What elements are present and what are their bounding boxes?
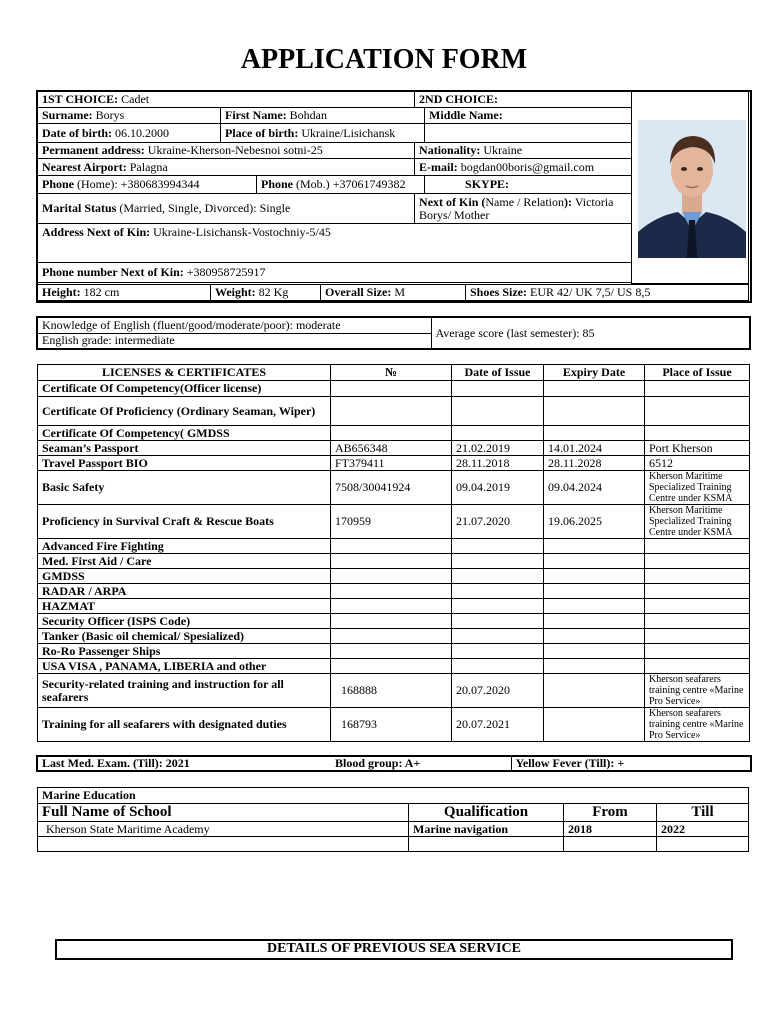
certificate-number: FT379411 <box>331 456 452 471</box>
certificate-row <box>38 471 750 505</box>
certificate-expiry-date <box>544 426 645 441</box>
certificate-issue-date <box>452 554 544 569</box>
certificate-number: 168793 <box>331 708 452 742</box>
certificate-row <box>38 441 750 456</box>
personal-info-table <box>37 91 632 283</box>
certificate-row <box>38 505 750 539</box>
certificate-row <box>38 554 750 569</box>
certificate-expiry-date <box>544 569 645 584</box>
certificate-row <box>38 569 750 584</box>
header-expiry-date: Expiry Date <box>544 365 645 381</box>
certificate-issue-date <box>452 659 544 674</box>
qualification <box>409 837 564 852</box>
certificate-issue-date <box>452 569 544 584</box>
certificate-place <box>645 381 750 397</box>
pob-cell: Place of birth: Ukraine/Lisichansk <box>221 124 425 143</box>
certificate-name: RADAR / ARPA <box>38 584 331 599</box>
certificate-name: Med. First Aid / Care <box>38 554 331 569</box>
certificate-expiry-date: 09.04.2024 <box>544 471 645 505</box>
certificate-name: Basic Safety <box>38 471 331 505</box>
certificate-place <box>645 584 750 599</box>
certificate-row <box>38 584 750 599</box>
certificate-number <box>331 569 452 584</box>
till-year: 2022 <box>657 822 749 837</box>
address-cell: Permanent address: Ukraine-Kherson-Nebesnoi sotni-25 <box>38 143 415 159</box>
english-knowledge: Knowledge of English (fluent/good/moderate/poor): moderate <box>37 317 431 333</box>
certificate-issue-date: 21.02.2019 <box>452 441 544 456</box>
certificate-issue-date <box>452 426 544 441</box>
certificate-number <box>331 659 452 674</box>
certificate-place <box>645 397 750 426</box>
kin-phone-cell: Phone number Next of Kin: +380958725917 <box>38 263 632 283</box>
med-exam-cell: Last Med. Exam. (Till): 2021 <box>37 756 331 771</box>
certificate-row <box>38 644 750 659</box>
kin-address-cell: Address Next of Kin: Ukraine-Lisichansk-Vostochniy-5/45 <box>38 224 632 263</box>
certificate-expiry-date <box>544 614 645 629</box>
education-header-row <box>38 804 749 822</box>
certificate-place <box>645 569 750 584</box>
certificate-number <box>331 599 452 614</box>
certificates-header-row <box>38 365 750 381</box>
certificate-number <box>331 397 452 426</box>
certificate-number <box>331 539 452 554</box>
middle-name-cell: Middle Name: <box>425 108 632 124</box>
certificate-place: Kherson seafarers training centre «Marine Pro Service» <box>645 708 750 742</box>
shoes-size-cell: Shoes Size: EUR 42/ UK 7,5/ US 8,5 <box>466 285 749 301</box>
phone-mob-cell: Phone (Mob.) +37061749382 <box>257 176 425 194</box>
certificate-number: 7508/30041924 <box>331 471 452 505</box>
certificate-expiry-date <box>544 397 645 426</box>
education-section-title: Marine Education <box>38 788 749 804</box>
certificate-issue-date <box>452 629 544 644</box>
certificate-name: Certificate Of Competency( GMDSS <box>38 426 331 441</box>
first-choice-cell: 1ST CHOICE: Cadet <box>38 92 415 108</box>
certificate-row <box>38 539 750 554</box>
certificate-name: GMDSS <box>38 569 331 584</box>
certificates-table <box>37 364 750 742</box>
certificate-place <box>645 539 750 554</box>
certificate-number <box>331 644 452 659</box>
certificate-number: 168888 <box>331 674 452 708</box>
certificate-expiry-date: 19.06.2025 <box>544 505 645 539</box>
certificate-place: Kherson seafarers training centre «Marine Pro Service» <box>645 674 750 708</box>
certificate-name: Security Officer (ISPS Code) <box>38 614 331 629</box>
header-place-of-issue: Place of Issue <box>645 365 750 381</box>
skype-cell: SKYPE: <box>425 176 632 194</box>
certificate-expiry-date <box>544 659 645 674</box>
certificate-row <box>38 381 750 397</box>
certificate-issue-date <box>452 539 544 554</box>
certificate-expiry-date <box>544 539 645 554</box>
certificate-number: AB656348 <box>331 441 452 456</box>
qualification: Marine navigation <box>409 822 564 837</box>
weight-cell: Weight: 82 Kg <box>211 285 321 301</box>
certificate-name: HAZMAT <box>38 599 331 614</box>
certificate-expiry-date <box>544 599 645 614</box>
page-title: APPLICATION FORM <box>240 44 528 75</box>
header-date-of-issue: Date of Issue <box>452 365 544 381</box>
certificate-name: Training for all seafarers with designated duties <box>38 708 331 742</box>
certificate-name: Security-related training and instruction for all seafarers <box>38 674 331 708</box>
certificate-row <box>38 426 750 441</box>
certificate-issue-date: 09.04.2019 <box>452 471 544 505</box>
certificate-issue-date: 20.07.2020 <box>452 674 544 708</box>
marital-status-cell: Marital Status (Married, Single, Divorced): Single <box>38 194 415 224</box>
first-name-cell: First Name: Bohdan <box>221 108 425 124</box>
certificate-expiry-date <box>544 629 645 644</box>
certificate-expiry-date: 14.01.2024 <box>544 441 645 456</box>
certificate-expiry-date <box>544 644 645 659</box>
certificate-name: Certificate Of Proficiency (Ordinary Seaman, Wiper) <box>38 397 331 426</box>
certificate-name: Tanker (Basic oil chemical/ Spesialized) <box>38 629 331 644</box>
certificate-issue-date: 21.07.2020 <box>452 505 544 539</box>
certificate-name: Advanced Fire Fighting <box>38 539 331 554</box>
certificate-number: 170959 <box>331 505 452 539</box>
certificate-place: Port Kherson <box>645 441 750 456</box>
certificate-expiry-date: 28.11.2028 <box>544 456 645 471</box>
certificate-row <box>38 614 750 629</box>
certificate-row <box>38 599 750 614</box>
phone-home-cell: Phone (Home): +380683994344 <box>38 176 257 194</box>
certificate-issue-date <box>452 381 544 397</box>
average-score: Average score (last semester): 85 <box>431 317 750 349</box>
airport-cell: Nearest Airport: Palagna <box>38 159 415 176</box>
certificate-name: Ro-Ro Passenger Ships <box>38 644 331 659</box>
certificate-name: Seaman’s Passport <box>38 441 331 456</box>
surname-cell: Surname: Borys <box>38 108 221 124</box>
certificate-name: Travel Passport BIO <box>38 456 331 471</box>
certificate-row <box>38 708 750 742</box>
certificate-place <box>645 426 750 441</box>
header-from: From <box>564 804 657 822</box>
certificate-place: Kherson Maritime Specialized Training Centre under KSMA <box>645 471 750 505</box>
certificate-row <box>38 659 750 674</box>
certificate-number <box>331 614 452 629</box>
certificate-expiry-date <box>544 381 645 397</box>
certificate-place <box>645 629 750 644</box>
certificate-name: Certificate Of Competency(Officer license) <box>38 381 331 397</box>
certificate-row <box>38 456 750 471</box>
certificate-place <box>645 599 750 614</box>
certificate-issue-date <box>452 599 544 614</box>
certificate-place: Kherson Maritime Specialized Training Centre under KSMA <box>645 505 750 539</box>
next-of-kin-cell: Next of Kin (Name / Relation): Victoria Borys/ Mother <box>415 194 632 224</box>
certificate-number <box>331 381 452 397</box>
certificate-expiry-date <box>544 584 645 599</box>
certificate-row <box>38 674 750 708</box>
certificate-issue-date <box>452 584 544 599</box>
applicant-photo <box>638 120 746 258</box>
education-table <box>37 787 749 852</box>
certificate-name: Proficiency in Survival Craft & Rescue Boats <box>38 505 331 539</box>
certificate-expiry-date <box>544 708 645 742</box>
school-name <box>38 837 409 852</box>
education-row <box>38 822 749 837</box>
header-qualification: Qualification <box>409 804 564 822</box>
certificate-place: 6512 <box>645 456 750 471</box>
certificate-number <box>331 629 452 644</box>
sea-service-title: DETAILS OF PREVIOUS SEA SERVICE <box>267 941 521 956</box>
height-cell: Height: 182 cm <box>38 285 211 301</box>
yellow-fever-cell: Yellow Fever (Till): + <box>511 756 751 771</box>
certificate-expiry-date <box>544 554 645 569</box>
certificate-name: USA VISA , PANAMA, LIBERIA and other <box>38 659 331 674</box>
dob-cell: Date of birth: 06.10.2000 <box>38 124 221 143</box>
certificate-issue-date <box>452 644 544 659</box>
certificate-row <box>38 397 750 426</box>
medical-table <box>36 755 752 772</box>
certificate-place <box>645 614 750 629</box>
size-table <box>37 284 749 301</box>
from-year: 2018 <box>564 822 657 837</box>
school-name: Kherson State Maritime Academy <box>38 822 409 837</box>
certificate-place <box>645 644 750 659</box>
english-table <box>36 316 751 350</box>
certificate-place <box>645 554 750 569</box>
certificate-number <box>331 554 452 569</box>
certificate-issue-date <box>452 614 544 629</box>
certificate-place <box>645 659 750 674</box>
header-school: Full Name of School <box>38 804 409 822</box>
nationality-cell: Nationality: Ukraine <box>415 143 632 159</box>
english-grade: English grade: intermediate <box>37 333 431 349</box>
till-year <box>657 837 749 852</box>
header-number: № <box>331 365 452 381</box>
overall-size-cell: Overall Size: M <box>321 285 466 301</box>
certificate-number <box>331 426 452 441</box>
certificate-number <box>331 584 452 599</box>
certificate-expiry-date <box>544 674 645 708</box>
blood-group-cell: Blood group: A+ <box>331 756 511 771</box>
education-row <box>38 837 749 852</box>
certificate-issue-date <box>452 397 544 426</box>
second-choice-cell: 2ND CHOICE: <box>415 92 632 108</box>
email-cell: E-mail: bogdan00boris@gmail.com <box>415 159 632 176</box>
certificate-row <box>38 629 750 644</box>
header-till: Till <box>657 804 749 822</box>
from-year <box>564 837 657 852</box>
certificate-issue-date: 20.07.2021 <box>452 708 544 742</box>
certificate-issue-date: 28.11.2018 <box>452 456 544 471</box>
header-licenses: LICENSES & CERTIFICATES <box>38 365 331 381</box>
